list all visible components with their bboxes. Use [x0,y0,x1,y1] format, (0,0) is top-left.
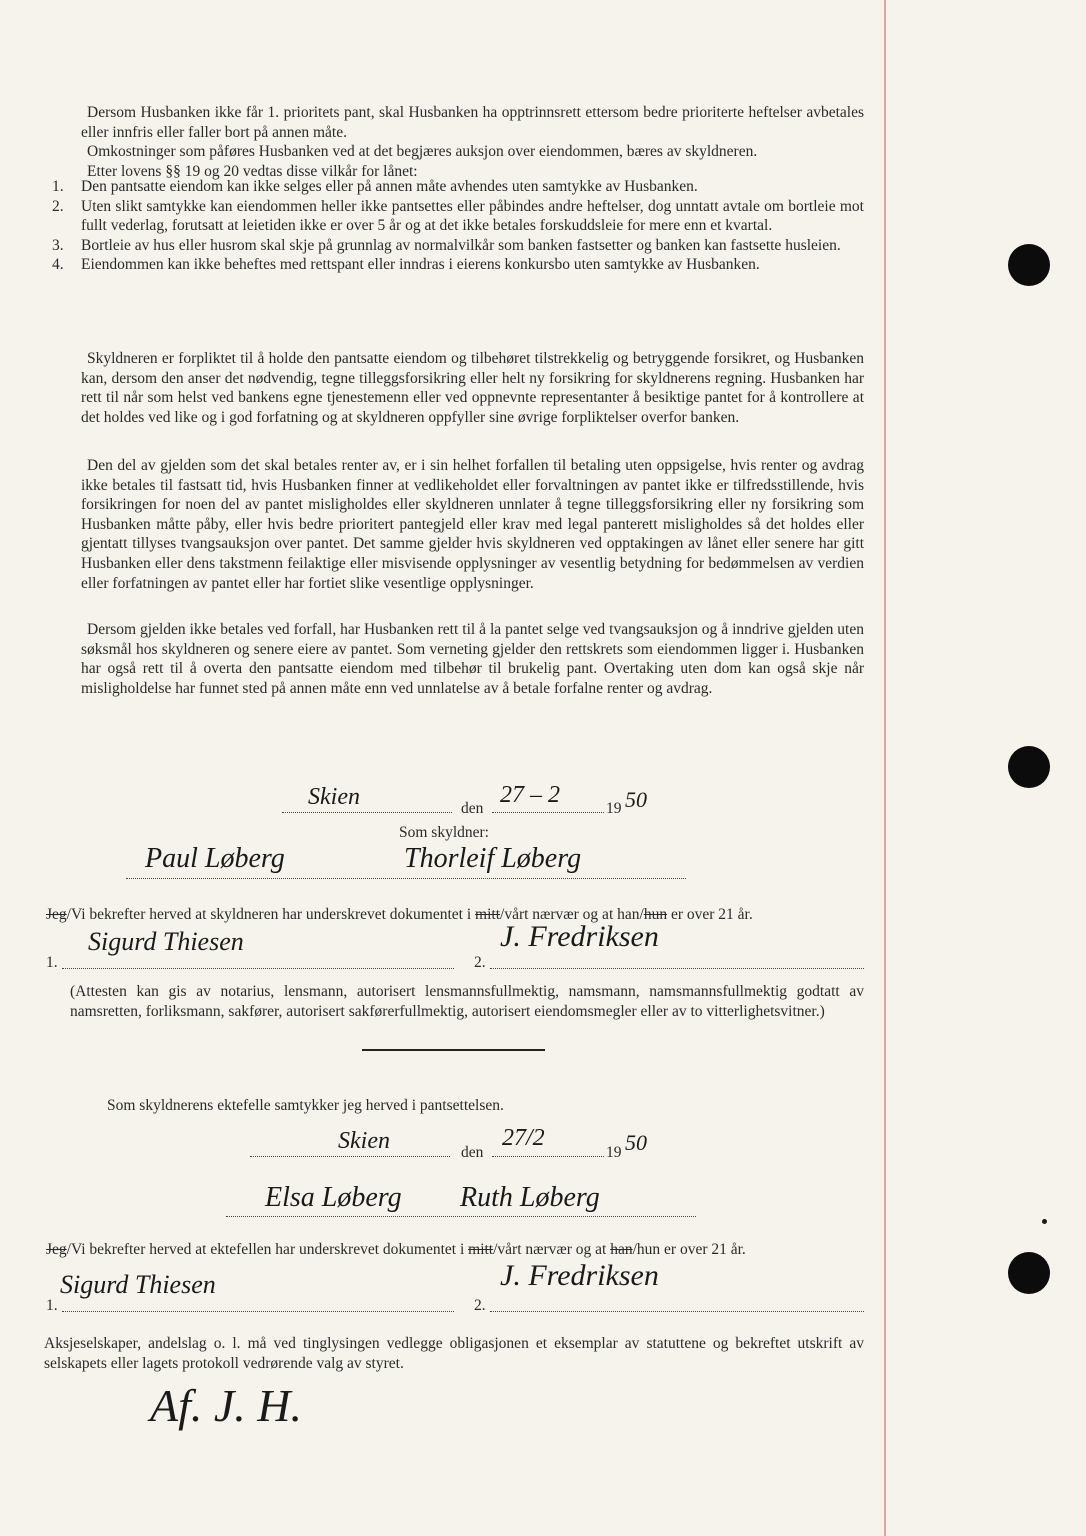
margin-line [884,0,886,1536]
list-item: 4. Eiendommen kan ikke beheftes med rettspant eller inndras i eierens konkursbo uten samtykke av Husbanken. [52,256,760,274]
den-label: den [461,800,484,817]
witness-signature: Sigurd Thiesen [88,927,244,956]
year-handwritten: 50 [625,787,647,812]
list-item: 2. Uten slikt samtykke kan eiendommen heller ikke pantsettes eller påbindes andre heftelser, dog unntatt avtale om bortleie mot fullt vederlag, forutsatt at leietiden ikke er over 5 år og at det ikke betales forskuddsleie for mere enn et kvartal. [52,197,864,235]
signature: Thorleif Løberg [404,843,582,874]
witness-number: 2. [474,1297,486,1314]
punch-hole [1008,1252,1050,1294]
dotted-line [282,812,452,813]
date-handwritten: 27 – 2 [500,782,560,808]
signature-line [226,1216,696,1217]
list-item: 3. Bortleie av hus eller husrom skal skje på grunnlag av normalvilkår som banken fastsetter og banken kan fastsette husleien. [52,236,841,254]
signature: Ruth Løberg [460,1182,600,1213]
witness-number: 1. [46,954,58,971]
punch-hole [1008,746,1050,788]
paragraph-default: Den del av gjelden som det skal betales renter av, er i sin helhet forfallen til betaling uten oppsigelse, hvis renter og avdrag ikke betales til fastsatt tid, hvis Husbanken finner at vedlikeholdet eller forvaltningen av pantet ikke er tilfredsstillende, hvis forsikringen for noen del av pantet misligholdes eller skyldneren unnlater å tegne tilleggsforsikring eller ny forsikring som Husbanken måtte påby, eller hvis bedre prioritert pantegjeld eller krav med legal panterett misligholdes så det holdes eller gjentatt tillyses tvangsauksjon over pantet. Det samme gjelder hvis skyldneren ved opptakingen av lånet eller senere har gitt Husbanken eller dens takstmenn feilaktige eller misvisende opplysninger av vesentlig betydning for bedømmelsen av verdien eller forfatningen av pantet eller har fortiet slike vesentlige opplysninger. [81,457,864,592]
intro-text [81,103,864,181]
paragraph-insurance: Skyldneren er forpliktet til å holde den pantsatte eiendom og tilbehøret tilstrekkelig og betryggende forsikret, og Husbanken kan, dersom den anser det nødvendig, tegne tilleggsforsikring eller helt ny forsikring for skyldnerens regning. Husbanken har rett til når som helst ved bankens egne tjenestemenn eller ved oppnevnte representanter å besiktige pantet for å kontrollere at det holdes ved like og i god forfatning og at skyldneren oppfyller sine øvrige forpliktelser overfor banken. [81,350,864,426]
year-prefix: 19 [606,1144,622,1161]
witness-signature: J. Fredriksen [500,1259,659,1292]
paragraph-conditions-intro: Etter lovens §§ 19 og 20 vedtas disse vilkår for lånet: [87,162,418,180]
dotted-line [492,812,604,813]
ink-speck [1042,1219,1047,1224]
signature-line [490,968,864,969]
paragraph-enforcement: Dersom gjelden ikke betales ved forfall, har Husbanken rett til å la pantet selge ved tvangsauksjon og å inndrive gjelden uten søksmål hos skyldneren og senere eiere av pantet. Som verneting gjelder den rettskrets som eiendommen ligger i. Husbanken har også rett til å overta den pantsatte eiendom med tilbehør til brukelig pant. Overtaking uten dom kan også skje når misligholdelse har funnet sted på annen måte enn ved unnlatelse av å betale forfalne renter og avdrag. [81,621,864,697]
spouse-consent-text: Som skyldnerens ektefelle samtykker jeg herved i pantsettelsen. [107,1097,504,1114]
aksje-note: Aksjeselskaper, andelslag o. l. må ved tinglysingen vedlegge obligasjonen et eksemplar av statuttene og bekreftet utskrift av selskapets eller lagets protokoll vedrørende valg av styret. [44,1335,864,1372]
confirmation-line-2: Jeg/Vi bekrefter herved at ektefellen har underskrevet dokumentet i mitt/vårt nærvær og at han/hun er over 21 år. [46,1241,746,1258]
paragraph-costs: Omkostninger som påføres Husbanken ved at det begjæres auksjon over eiendommen, bæres av skyldneren. [87,143,758,161]
witness-signature: J. Fredriksen [500,920,659,953]
attest-note: (Attesten kan gis av notarius, lensmann, autorisert lensmannsfullmektig, namsmann, namsmannsfullmektig godtatt av namsretten, forliksmann, sakfører, autorisert sakførerfullmektig, autorisert eiendomsmegler eller av to vitterlighetsvitner.) [70,983,864,1020]
witness-number: 1. [46,1297,58,1314]
confirmation-line-1: Jeg/Vi bekrefter herved at skyldneren har underskrevet dokumentet i mitt/vårt nærvær og at han/hun er over 21 år. [46,906,753,923]
signature-line [126,878,686,879]
list-item: 1. Den pantsatte eiendom kan ikke selges eller på annen måte avhendes uten samtykke av Husbanken. [52,178,698,195]
date-handwritten: 27/2 [502,1125,545,1151]
punch-hole [1008,244,1050,286]
conditions-list [52,177,864,275]
place-handwritten: Skien [308,784,360,810]
som-skyldner-label: Som skyldner: [399,824,489,841]
witness-number: 2. [474,954,486,971]
handwritten-initials: Af. J. H. [150,1380,303,1431]
dotted-line [492,1156,604,1157]
signature-line [62,968,454,969]
signature: Elsa Løberg [265,1182,402,1213]
signature-line [62,1311,454,1312]
paragraph-priority: Dersom Husbanken ikke får 1. prioritets pant, skal Husbanken ha opptrinnsrett ettersom bedre prioriterte heftelser avbetales eller innfris eller faller bort på annen måte. [81,104,864,141]
year-prefix: 19 [606,800,622,817]
den-label: den [461,1144,484,1161]
place-handwritten: Skien [338,1128,390,1154]
dotted-line [250,1156,450,1157]
divider [362,1049,545,1051]
year-handwritten: 50 [625,1130,647,1155]
signature: Paul Løberg [145,843,285,874]
witness-signature: Sigurd Thiesen [60,1270,216,1299]
signature-line [490,1311,864,1312]
